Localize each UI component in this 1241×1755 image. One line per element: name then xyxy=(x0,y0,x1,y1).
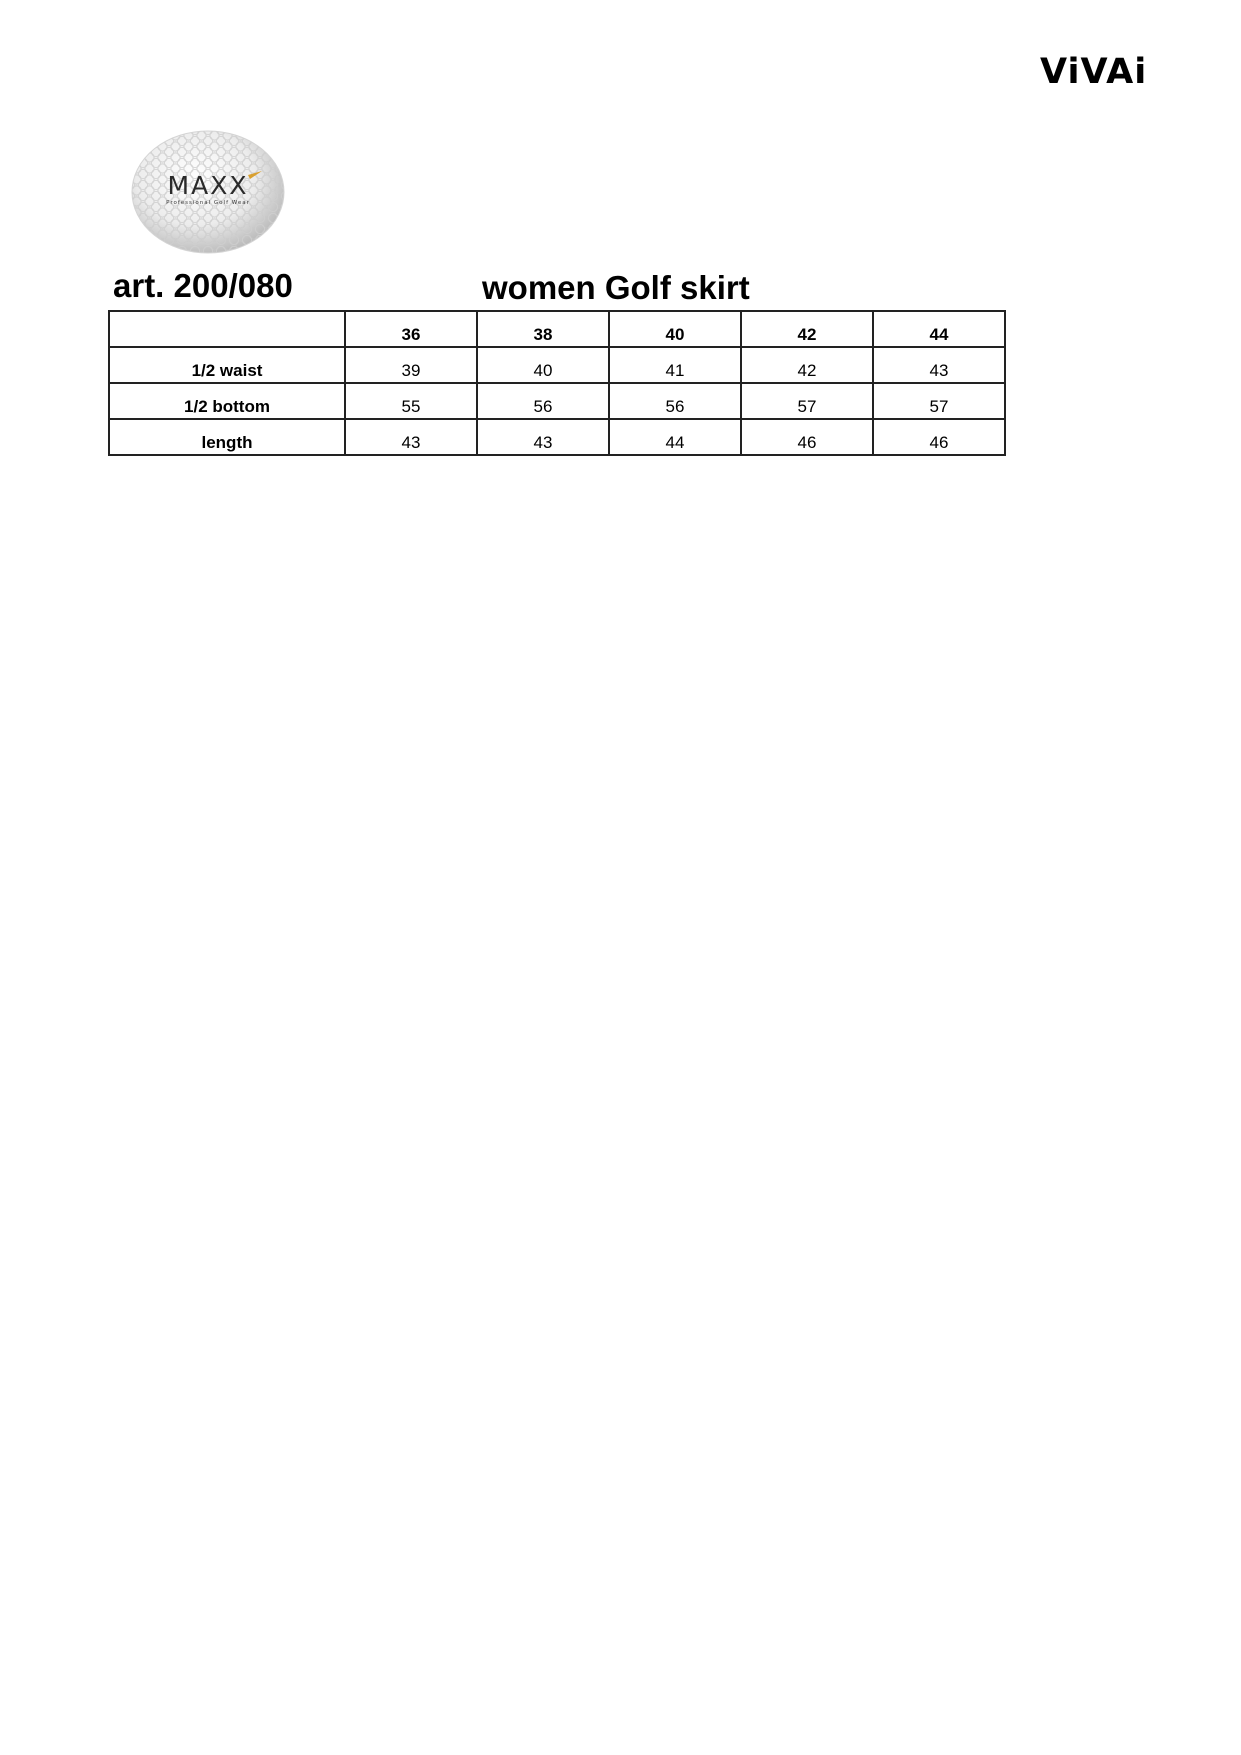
size-header: 38 xyxy=(477,311,609,347)
brand-name: ViVAi xyxy=(1040,52,1148,92)
table-cell: 43 xyxy=(345,419,477,455)
logo-tagline: Professional Golf Wear xyxy=(166,200,250,206)
size-header: 42 xyxy=(741,311,873,347)
product-title: women Golf skirt xyxy=(482,269,750,306)
logo-wordmark: MAXX xyxy=(167,171,249,200)
size-header: 44 xyxy=(873,311,1005,347)
table-cell: 44 xyxy=(609,419,741,455)
size-header: 36 xyxy=(345,311,477,347)
row-label: length xyxy=(109,419,345,455)
table-row xyxy=(109,383,1005,419)
table-row xyxy=(109,419,1005,455)
table-cell: 56 xyxy=(477,383,609,419)
table-cell: 57 xyxy=(741,383,873,419)
table-cell: 43 xyxy=(477,419,609,455)
table-cell: 56 xyxy=(609,383,741,419)
size-chart-table xyxy=(108,310,1006,456)
table-header-row xyxy=(109,311,1005,347)
table-cell: 46 xyxy=(741,419,873,455)
table-cell: 55 xyxy=(345,383,477,419)
row-label: 1/2 waist xyxy=(109,347,345,383)
table-cell: 41 xyxy=(609,347,741,383)
table-corner-cell xyxy=(109,311,345,347)
maxx-golf-ball-logo xyxy=(130,130,286,255)
table-cell: 43 xyxy=(873,347,1005,383)
table-cell: 42 xyxy=(741,347,873,383)
table-row xyxy=(109,347,1005,383)
row-label: 1/2 bottom xyxy=(109,383,345,419)
table-cell: 46 xyxy=(873,419,1005,455)
table-cell: 57 xyxy=(873,383,1005,419)
table-cell: 39 xyxy=(345,347,477,383)
article-number: art. 200/080 xyxy=(113,267,293,304)
table-cell: 40 xyxy=(477,347,609,383)
size-header: 40 xyxy=(609,311,741,347)
